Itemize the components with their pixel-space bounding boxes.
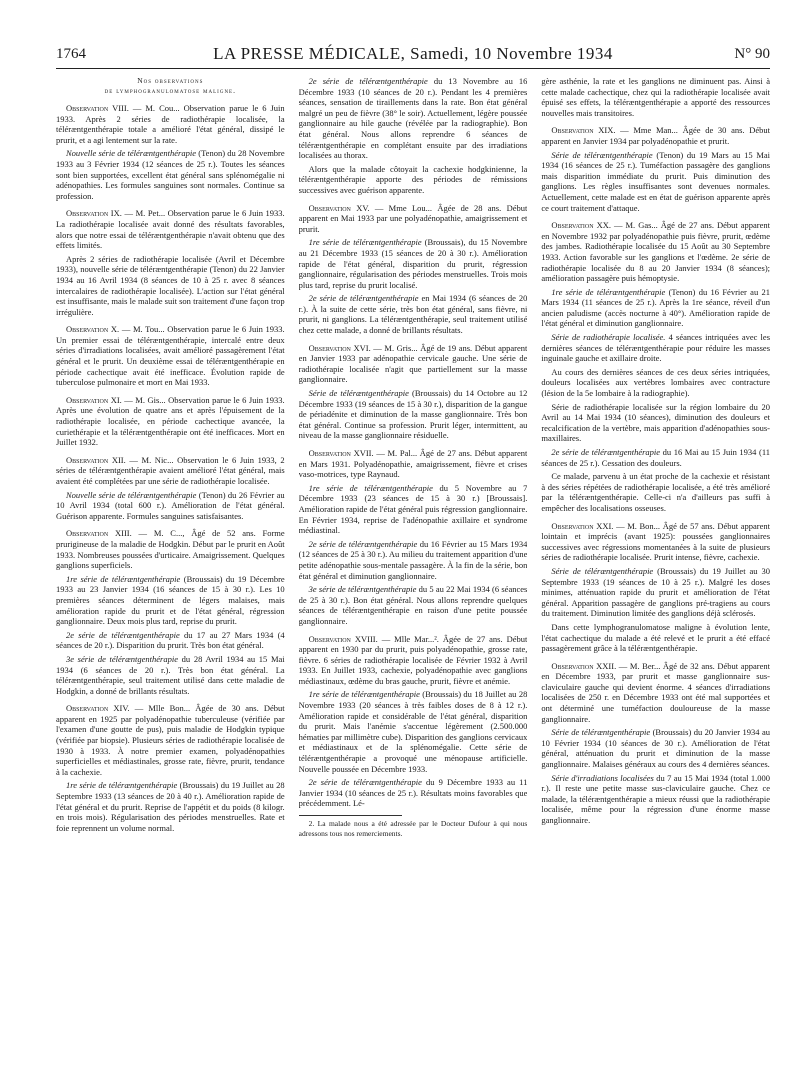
observation-heading: Observation XXI.	[551, 520, 614, 531]
paragraph-text: du 5 au 22 Mai 1934 (6 séances de 25 à 30 r.). Bon état général. Nous allons reprendre quelques séances de téléræntgenthérapie en raison d'une petite poussée ganglionnaire.	[298, 584, 528, 626]
paragraph	[299, 237, 528, 290]
paragraph-text: Ce malade, parvenu à un état proche de la cachexie et résistant à des séries répétées de radiothérapie localisée, a été très amélioré par la téléræntgenthérapie. Celle-ci n'a d'ailleurs pas suffi à empêcher des localisations osseuses.	[541, 471, 771, 513]
paragraph	[56, 574, 285, 627]
observation-heading: Observation XVII.	[308, 448, 374, 458]
paragraph-text: 4 séances intriquées avec les dernières séances de téléræntgenthérapie pour réduire les masses inguinale gauche et axillaire droite.	[541, 332, 771, 364]
series-label: Série de radiothérapie localisée.	[551, 332, 666, 343]
paragraph-text: gère asthénie, la rate et les ganglions ne diminuent pas. Ainsi à cette malade cachectique, chez qui la radiothérapie localisée avait épuisé ses effets, la téléræntgenthérapie a apporté des ressources nouvelles mais transitoires.	[541, 76, 771, 118]
series-label: 1re série de téléræntgenthérapie	[66, 573, 181, 584]
paragraph-text: Alors que la malade côtoyait la cachexie hodgkinienne, la téléræntgenthérapie apporte des périodes de rémissions successives avec guérison apparente.	[298, 163, 528, 195]
paragraph	[299, 76, 528, 161]
series-label: 2e série de téléræntgenthérapie	[308, 538, 418, 549]
paragraph	[541, 566, 770, 619]
paragraph	[299, 539, 528, 581]
paragraph	[56, 654, 285, 696]
paragraph	[541, 76, 770, 118]
paragraph	[541, 661, 770, 725]
observation-heading: Observation VIII.	[66, 103, 129, 113]
paragraph-text: — M. Gris... Âgé de 19 ans. Début apparent en Janvier 1933 par adénopathie cervicale gauche. Une série de radiothérapie localisée n'agit que partiellement sur la masse ganglionnaire.	[298, 342, 528, 385]
paragraph	[541, 622, 770, 654]
paragraph-text: (Broussais) du 19 Juillet au 28 Septembre 1933 (13 séances de 20 à 40 r.). Amélioration rapide de l'état général et du prurit. Reprise de l'appétit et du poids (8 kilogr. en trois mois). Régularisation des périodes menstruelles. Rate et foie reprennent un volume normal.	[56, 780, 285, 833]
paragraph	[56, 395, 285, 448]
series-label: Série de téléræntgenthérapie	[551, 727, 651, 738]
paragraph-text: Série de radiothérapie localisée sur la région lombaire du 20 Avril au 14 Mai 1934 (10 séances), diminution des douleurs et recalcification de la vertèbre, mais apparition d'adénopathies sous-maxillaires.	[541, 401, 771, 444]
paragraph	[541, 727, 770, 769]
paragraph	[56, 254, 285, 318]
series-label: 2e série de téléræntgenthérapie	[66, 629, 180, 640]
paragraph	[299, 343, 528, 385]
paragraph	[56, 528, 285, 570]
paragraph-text: Au cours des dernières séances de ces deux séries intriquées, douleurs localisées aux vertèbres lombaires avec contracture (lésion de la 5e lombaire à la radiographie).	[541, 366, 771, 399]
paragraph	[541, 332, 770, 364]
paragraph	[299, 164, 528, 196]
paragraph-text: — Mlle Bon... Âgée de 30 ans. Début apparent en 1925 par polyadénopathie tuberculeuse (vérifiée par l'examen d'une goutte de pus), puis maladie de Hodgkin typique (vérifiée par biopsie). Plusieurs séries de radiothérapie localisée de 1930 à 1933. À notre premier examen, polyadénopathies superficielles et médiastinales, grosse rate, fièvre, prurit, tendance à la cachexie.	[56, 703, 285, 777]
paragraph-text: — M. Bon... Âgé de 57 ans. Début apparent lointain et imprécis (avant 1925): poussées ganglionnaires successives avec régressions momentanées à la suite de plusieurs séries de radiothérapie localisée. Prurit intense, fièvre, cachexie.	[541, 520, 771, 563]
observation-heading: Observation XIII.	[66, 528, 132, 539]
article-columns	[56, 76, 770, 1068]
paragraph	[56, 780, 285, 833]
paragraph	[299, 584, 528, 626]
paragraph-text: — Mme Man... Âgée de 30 ans. Début apparent en Janvier 1934 par polyadénopathie et prurit.	[541, 125, 771, 146]
paragraph-text: du 17 au 27 Mars 1934 (4 séances de 20 r.). Disparition du prurit. Très bon état général.	[56, 629, 285, 651]
paragraph-text: du 9 Décembre 1933 au 11 Janvier 1934 (10 séances de 25 r.). Résultats moins favorables que précédemment. Lé-	[298, 777, 528, 809]
paragraph-text: — M. Pet... Observation parue le 6 Juin 1933. La radiothérapie localisée avait donné des résultats favorables, alors que notre essai de téléræntgenthérapie n'avait obtenu que des effets limités.	[56, 208, 285, 251]
paragraph-text: (Broussais) du 19 Décembre 1933 au 23 Janvier 1934 (16 séances de 15 à 30 r.). Les 10 premières séances déterminent de légers malaises, mais amélioration rapide du prurit et de l'état général, régression ganglionnaire. Deux mois plus tard, reprise du prurit.	[56, 573, 285, 627]
series-label: 1re série de téléræntgenthérapie	[551, 286, 666, 297]
observation-heading: Observation XVIII.	[308, 633, 378, 644]
paragraph-text: — M. C..., Âgé de 52 ans. Forme prurigineuse de la maladie de Hodgkin. Début par le prurit en Août 1933. Nombreuses poussées d'urticaire. Amaigrissement. Quelques ganglions superficiels.	[56, 528, 285, 571]
page-header	[56, 44, 770, 69]
series-label: 1re série de téléræntgenthérapie	[66, 780, 178, 791]
journal-title: LA PRESSE MÉDICALE, Samedi, 10 Novembre 1934	[213, 44, 613, 63]
series-label: 3e série de téléræntgenthérapie	[308, 584, 417, 595]
paragraph-text: — M. Pal... Âgé de 27 ans. Début apparent en Mars 1931. Polyadénopathie, amaigrissement, fièvre et crises vaso-motrices, type Raynaud.	[298, 448, 528, 480]
paragraph-text: (Tenon) du 16 Février au 21 Mars 1934 (11 séances de 25 r.). Après la 1re séance, réveil d'un ancien paludisme (accès nocturne à 40°). Amélioration rapide de l'état général et diminution ganglionnaire.	[541, 286, 771, 329]
issue-number: N° 90	[734, 46, 770, 62]
paragraph-text: (Broussais), du 15 Novembre au 21 Décembre 1933 (15 séances de 20 à 30 r.). Amélioration rapide de l'état général, disparition du prurit, régression ganglionnaire, régularisation des périodes menstruelles. Trois mois plus tard, reprise du prurit localisé.	[298, 237, 528, 290]
paragraph-text: — Mme Lou... Âgée de 28 ans. Début apparent en Mai 1933 par une polyadénopathie, amaigrissement et prurit.	[298, 202, 528, 234]
footnote: 2. La malade nous a été adressée par le Docteur Dufour à qui nous adressons tous nos remerciements.	[298, 819, 528, 838]
paragraph-text: du 13 Novembre au 16 Décembre 1933 (10 séances de 20 r.). Pendant les 4 premières séances, sensation de tiraillements dans la rate. Bon état général malgré un peu de fièvre (38° le soir). Actuellement, légère poussée ganglionnaire au hile gauche (révélée par la radiographie). Bon état général. Nous allons reprendre 6 séances de téléræntgenthérapie en complétant ensuite par des irradiations localisées au thorax.	[298, 76, 528, 161]
series-label: Nouvelle série de téléræntgenthérapie	[66, 489, 197, 500]
paragraph	[56, 103, 285, 145]
observation-heading: Observation X.	[66, 324, 120, 335]
paragraph	[56, 630, 285, 651]
observation-heading: Observation IX.	[66, 208, 122, 219]
paragraph-text: Dans cette lymphogranulomatose maligne à évolution lente, l'état cachectique du malade a été relevé et le prurit a été effacé passagèrement grâce à la téléræntgenthérapie.	[541, 621, 771, 654]
paragraph	[299, 448, 528, 480]
paragraph	[56, 703, 285, 777]
paragraph-text: — M. Tou... Observation parue le 6 Juin 1933. Un premier essai de téléræntgenthérapie, intercalé entre deux séries d'irradiations localisées, avait amélioré passagèrement l'état général et le prurit. Un deuxième essai de téléræntgenthérapie en période cachectique avait été inefficace. Évolution rapide de tuberculose pulmonaire et mort en Mai 1933.	[56, 324, 285, 388]
column-right	[541, 76, 770, 1068]
series-label: 2e série de téléræntgenthérapie	[551, 447, 661, 457]
paragraph-text: du 16 Mai au 15 Juin 1934 (11 séances de 25 r.). Cessation des douleurs.	[541, 447, 771, 468]
paragraph	[541, 773, 770, 826]
series-label: Série de téléræntgenthérapie	[551, 149, 653, 160]
column-left	[56, 76, 285, 1068]
paragraph	[56, 208, 285, 250]
paragraph-text: — Mlle Mar...². Âgée de 27 ans. Début apparent en 1930 par du prurit, puis polyadénopathie, grosse rate, fièvre. 6 séries de radiothérapie localisée de Février 1932 à Avril 1933. En Juillet 1933, cachexie, polyadénopathie avec ganglions médiastinaux, œdème du bras gauche, prurit, fièvre et anémie.	[298, 633, 528, 686]
paragraph	[299, 203, 528, 235]
paragraph	[56, 324, 285, 388]
paragraph-text: en Mai 1934 (6 séances de 20 r.). À la suite de cette série, très bon état général, sans fièvre, ni prurit, ni ganglions. La téléræntgenthérapie, seul traitement utilisé chez cette malade, a donné de brillants résultats.	[298, 293, 528, 336]
paragraph-text: (Tenon) du 28 Novembre 1933 au 3 Février 1934 (12 séances de 25 r.). Toutes les séances sont bien supportées, excellent état général sans splénomégalie ni adénopathies. Les formules sanguines sont normales. Continue sa profession.	[56, 148, 285, 201]
footnote-rule	[299, 815, 402, 816]
paragraph-text: du 7 au 15 Mai 1934 (total 1.000 r.). Il reste une petite masse sus-claviculaire gauche. Chez ce malade, la téléræntgenthérapie a mieux réussi que la radiothérapie localisée, même pour la régression d'une énorme masse ganglionnaire.	[541, 772, 771, 825]
series-label: 2e série de téléræntgenthérapie	[308, 293, 419, 304]
paragraph-text: (Broussais) du 20 Janvier 1934 au 10 Février 1934 (10 séances de 30 r.). Amélioration de l'état général, atténuation du prurit et diminution de la masse ganglionnaire. Malaises généraux au cours des 4 dernières séances.	[541, 727, 771, 770]
paragraph	[541, 287, 770, 329]
series-label: Série d'irradiations localisées	[551, 772, 654, 783]
observation-heading: Observation XX.	[551, 220, 611, 231]
paragraph	[541, 521, 770, 563]
observation-heading: Observation XVI.	[308, 342, 371, 353]
paragraph	[541, 402, 770, 444]
series-label: 1re série de téléræntgenthérapie	[308, 689, 420, 700]
paragraph	[56, 490, 285, 522]
paragraph-text: du 5 Novembre au 7 Décembre 1933 (23 séances de 15 à 30 r.) [Broussais]. Amélioration rapide de l'état général puis régression ganglionnaire. En Février 1934, reprise de l'adénopathie axillaire et syndrome médiastinal.	[298, 482, 528, 536]
paragraph	[541, 471, 770, 513]
series-label: 1re série de téléræntgenthérapie	[308, 237, 422, 248]
paragraph-text: du 16 Février au 15 Mars 1934 (12 séances de 25 à 30 r.). Au milieu du traitement apparition d'une petite adénopathie sous-mentale passagère. À la fin de la série, bon état général et diminution ganglionnaire.	[298, 538, 528, 581]
paragraph	[299, 777, 528, 809]
series-label: Série de téléræntgenthérapie	[308, 388, 409, 399]
paragraph-text: — M. Gas... Âgé de 27 ans. Début apparent en Novembre 1932 par polyadénopathie puis fièvre, prurit, œdème des jambes. Radiothérapie localisée du 15 Août au 30 Septembre 1933. Action favorable sur les ganglions et l'œdème. 2e série de radiothérapie localisée du 8 au 20 Janvier 1934 (8 séances); amélioration passagère puis hémoptysie.	[541, 220, 771, 284]
paragraph-text: du 28 Avril 1934 au 15 Mai 1934 (6 séances de 20 r.). Très bon état général. La téléræntgenthérapie, seul traitement utilisé dans cette maladie de Hodgkin, a donné de brillants résultats.	[56, 653, 285, 696]
section-title	[56, 76, 285, 96]
paragraph	[56, 455, 285, 487]
paragraph-text: (Broussais) du 19 Juillet au 30 Septembre 1933 (19 séances de 10 à 25 r.). Malgré les doses minimes, atténuation rapide du prurit et amélioration de l'état général. Apparition passagère de ganglions pré-tragiens au cours du traitement. Diminution limitée des ganglions déjà sclérosés.	[541, 565, 771, 619]
observation-heading: Observation XXII.	[551, 660, 617, 671]
observation-heading: Observation XIV.	[66, 703, 130, 714]
paragraph-text: — M. Cou... Observation parue le 6 Juin 1933. Après 2 séries de radiothérapie localisée, la téléræntgenthérapie totale a amélioré l'état général, dissipé le prurit, et a agi lentement sur la rate.	[56, 103, 285, 145]
paragraph-text: — M. Ber... Âgé de 32 ans. Début apparent en Décembre 1933, par prurit et masse ganglionnaire sus-claviculaire gauche qui devient énorme. 4 séances d'irradiations localisées de 250 r. en Décembre 1933 ont été mal supportées et ont déterminé une tuméfaction douloureuse de la masse ganglionnaire.	[541, 660, 771, 724]
paragraph	[541, 447, 770, 468]
series-label: 1re série de téléræntgenthérapie	[308, 482, 433, 493]
section-title-line1: Nos observations	[137, 76, 204, 85]
observation-heading: Observation XV.	[308, 202, 370, 213]
paragraph	[541, 125, 770, 146]
paragraph-text: Après 2 séries de radiothérapie localisée (Avril et Décembre 1933), nouvelle série de téléræntgenthérapie (Tenon) du 22 Janvier 1934 au 16 Avril 1934 (8 séances de 10 à 25 r. avec 8 séances intercalaires de radiothérapie localisée). L'action sur l'état général est insuffisante, mais le malade suit son traitement d'une façon trop irrégulière.	[56, 253, 285, 317]
paragraph-text: — M. Gis... Observation parue le 6 Juin 1933. Après une évolution de quatre ans et après l'épuisement de la radiothérapie localisée, en période cachectique avancée, la curiethérapie et la téléræntgenthérapie ont été inefficaces. Mort en Juillet 1932.	[56, 394, 285, 448]
paragraph	[541, 150, 770, 214]
page-number: 1764	[56, 46, 86, 62]
paragraph	[299, 483, 528, 536]
section-title-line2: de lymphogranulomatose maligne.	[104, 86, 236, 95]
paragraph	[299, 388, 528, 441]
observation-heading: Observation XIX.	[551, 125, 616, 136]
paragraph	[299, 689, 528, 774]
paragraph-text: — M. Nic... Observation le 6 Juin 1933, 2 séries de téléræntgenthérapie avaient amélioré l'état général, mais avaient été complétées par une série de radiothérapie localisée.	[56, 454, 285, 486]
paragraph-text: (Broussais) du 18 Juillet au 28 Novembre 1933 (20 séances à très faibles doses de 8 à 12 r.). Amélioration rapide et considérable de l'état général, disparition du prurit. Mais l'anémie s'accentue légèrement (2.500.000 hématies par millimètre cube). Disparition des ganglions cervicaux et médiastinaux et de la splénomégalie. Cette série de téléræntgenthérapie a provoqué une ménopause artificielle. Nouvelle poussée en Décembre 1933.	[298, 689, 528, 774]
paragraph-text: (Broussais) du 14 Octobre au 12 Décembre 1933 (19 séances de 15 à 30 r.), disparition de la gangue de périadénite et diminution de la masse ganglionnaire. Très bon état général. Continue sa profession. Prurit léger, intermittent, au niveau de la masse ganglionnaire résiduelle.	[298, 388, 528, 441]
series-label: 2e série de téléræntgenthérapie	[308, 76, 428, 86]
paragraph	[299, 293, 528, 335]
paragraph	[56, 148, 285, 201]
observation-heading: Observation XI.	[66, 394, 122, 405]
paragraph-text: (Tenon) du 26 Février au 10 Avril 1934 (total 600 r.). Amélioration de l'état général. Guérison apparente. Formules sanguines satisfaisantes.	[56, 489, 285, 521]
series-label: Série de téléræntgenthérapie	[551, 565, 654, 576]
series-label: 2e série de téléræntgenthérapie	[308, 777, 422, 788]
paragraph	[541, 367, 770, 399]
series-label: 3e série de téléræntgenthérapie	[66, 653, 178, 664]
paragraph-text: (Tenon) du 19 Mars au 15 Mai 1934 (16 séances de 25 r.). Tuméfaction passagère des ganglions mais disparition immédiate du prurit. Puis diminution des ganglions. Les règles insuffisantes sont devenues normales. Actuellement, cette malade est en état de guérison apparente après ce court traitement d'attaque.	[541, 149, 771, 213]
paragraph	[299, 634, 528, 687]
series-label: Nouvelle série de téléræntgenthérapie	[66, 148, 196, 159]
column-middle	[299, 76, 528, 1068]
observation-heading: Observation XII.	[66, 454, 126, 465]
paragraph	[541, 220, 770, 284]
